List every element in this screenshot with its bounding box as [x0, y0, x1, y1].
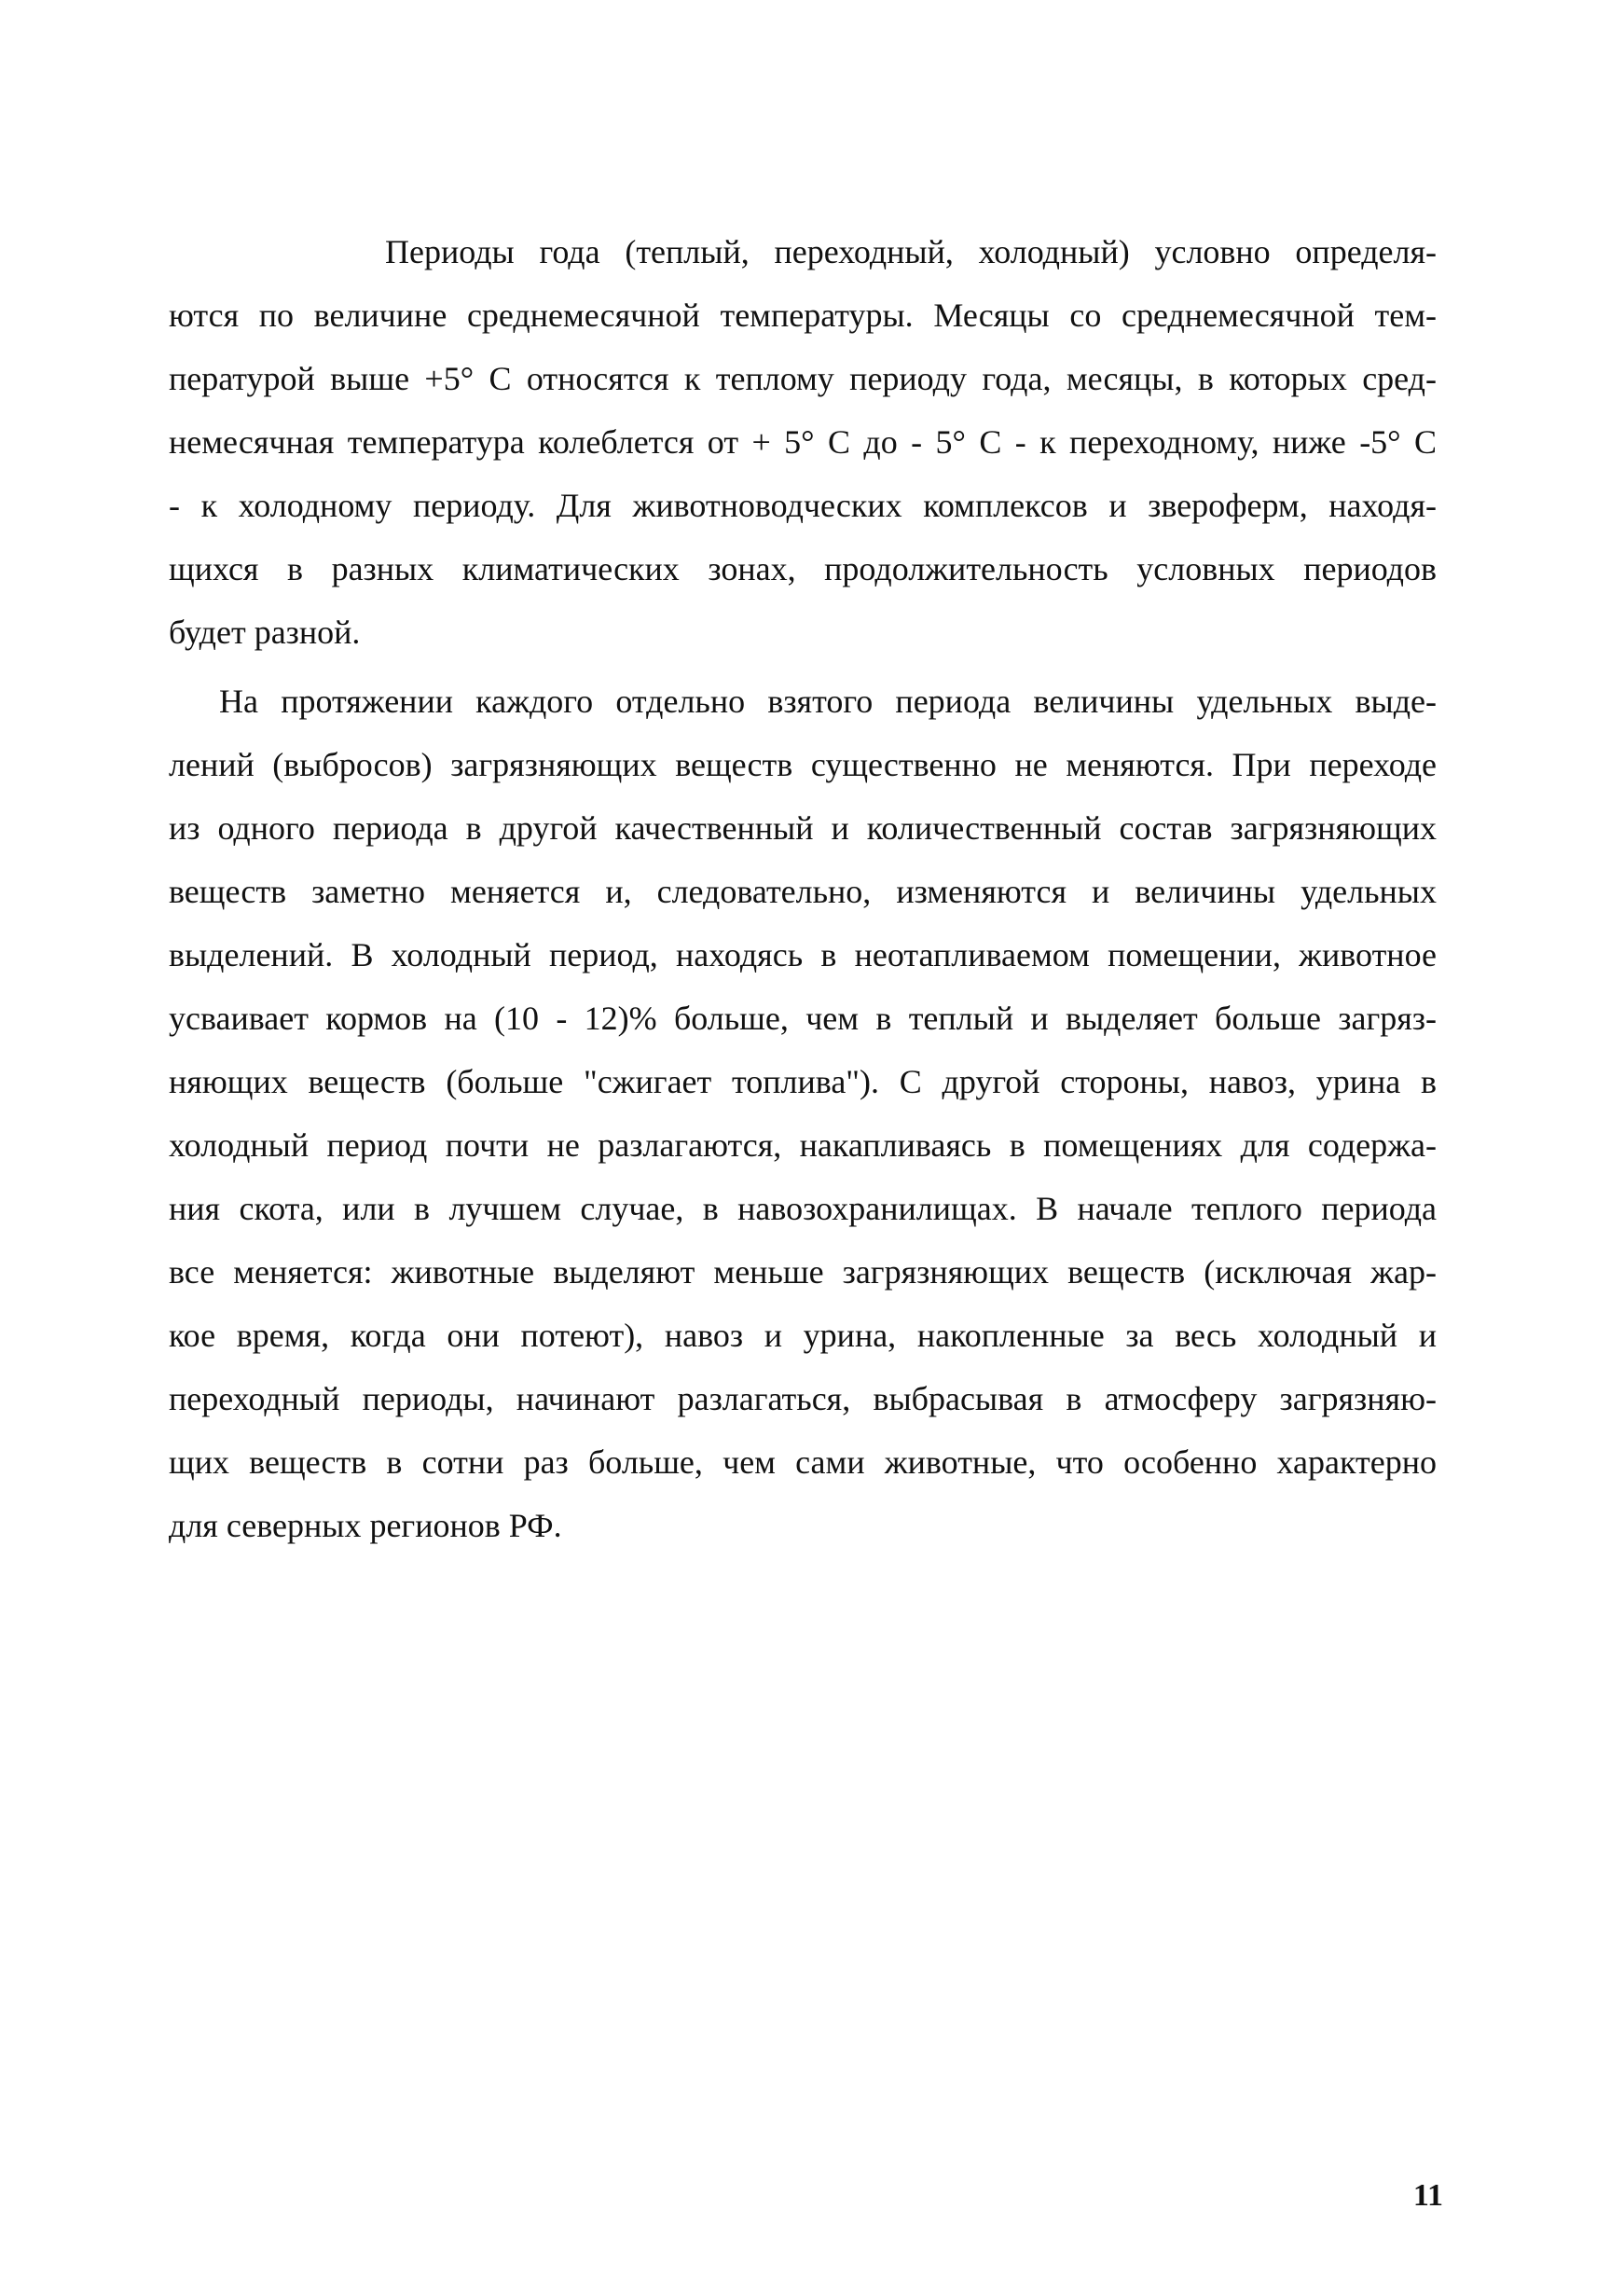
text-line: для северных регионов РФ. — [169, 1507, 562, 1544]
text-line: из одного периода в другой качественный и количественный состав загрязняющих — [169, 809, 1437, 847]
text-line: ния скота, или в лучшем случае, в навозохранилищах. В начале теплого периода — [169, 1190, 1437, 1227]
text-line: Периоды года (теплый, переходный, холодный) условно определя- — [385, 233, 1437, 270]
text-line: холодный период почти не разлагаются, накапливаясь в помещениях для содержа- — [169, 1126, 1437, 1164]
text-line: няющих веществ (больше "сжигает топлива"). С другой стороны, навоз, урина в — [169, 1063, 1437, 1100]
text-line: - к холодному периоду. Для животноводческих комплексов и звероферм, находя- — [169, 487, 1437, 524]
text-line: щих веществ в сотни раз больше, чем сами животные, что особенно характерно — [169, 1443, 1437, 1481]
page-number: 11 — [1412, 2178, 1443, 2213]
paragraph-emissions-variation — [169, 670, 1437, 1557]
text-line: немесячная температура колеблется от + 5° С до - 5° С - к переходному, ниже -5° С — [169, 423, 1437, 461]
paragraph-periods-definition — [169, 220, 1437, 664]
text-line: ются по величине среднемесячной температуры. Месяцы со среднемесячной тем- — [169, 297, 1437, 334]
body-text — [169, 220, 1437, 1557]
text-line: лений (выбросов) загрязняющих веществ существенно не меняются. При переходе — [169, 746, 1437, 783]
text-line: веществ заметно меняется и, следовательно, изменяются и величины удельных — [169, 873, 1437, 910]
text-line: будет разной. — [169, 614, 361, 651]
text-line: пературой выше +5° С относятся к теплому периоду года, месяцы, в которых сред- — [169, 360, 1437, 397]
text-line: переходный периоды, начинают разлагаться, выбрасывая в атмосферу загрязняю- — [169, 1380, 1437, 1417]
text-line: щихся в разных климатических зонах, продолжительность условных периодов — [169, 550, 1437, 587]
text-line: все меняется: животные выделяют меньше загрязняющих веществ (исключая жар- — [169, 1253, 1437, 1291]
text-line: кое время, когда они потеют), навоз и урина, накопленные за весь холодный и — [169, 1317, 1437, 1354]
text-line: На протяжении каждого отдельно взятого периода величины удельных выде- — [219, 683, 1437, 720]
text-line: выделений. В холодный период, находясь в неотапливаемом помещении, животное — [169, 936, 1437, 973]
text-line: усваивает кормов на (10 - 12)% больше, чем в теплый и выделяет больше загряз- — [169, 1000, 1437, 1037]
